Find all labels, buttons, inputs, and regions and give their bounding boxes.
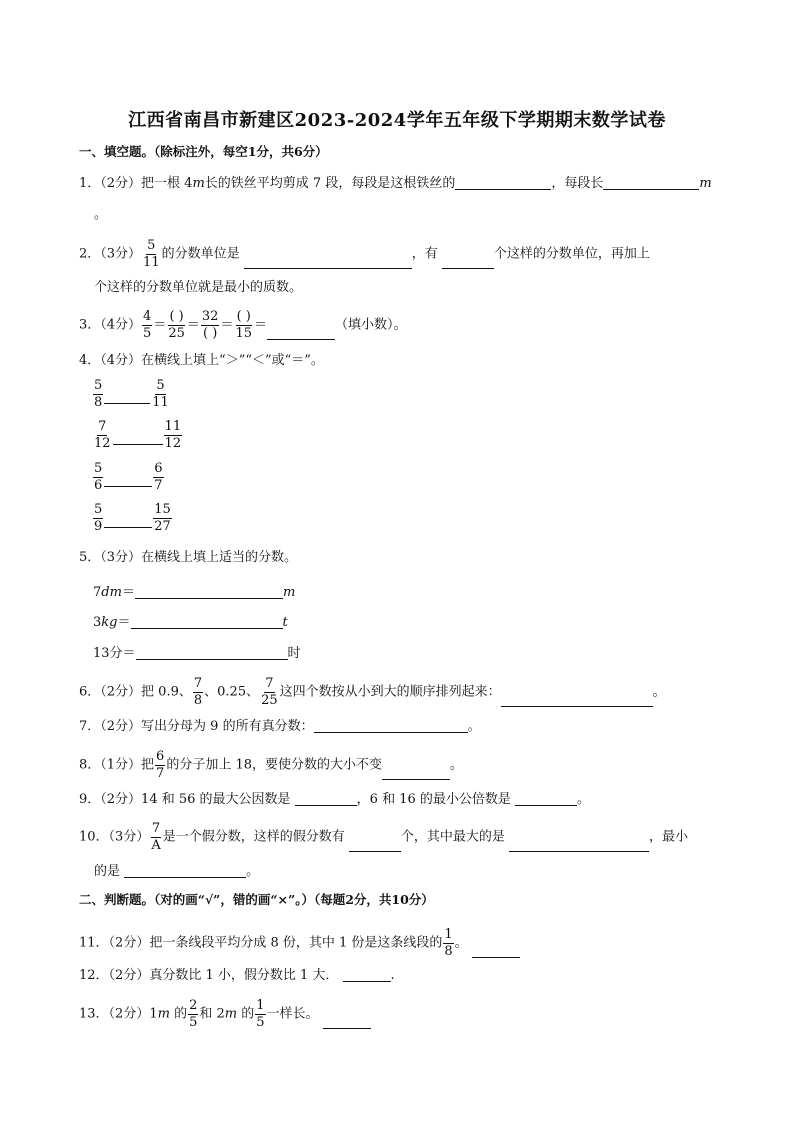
question-10: 10．（3分） $\frac{7}{A}$ 是一个假分数，这样的假分数有 个，其中最大的是 ，最小	[79, 821, 689, 853]
question-5-row-1: 7dm＝ m	[93, 585, 296, 600]
fraction: $\frac{1}{5}$	[256, 998, 265, 1030]
page-title: 江西省南昌市新建区2023-2024学年五年级下学期期末数学试卷	[128, 110, 666, 131]
answer-blank[interactable]	[136, 645, 288, 660]
fraction: $\frac{7}{25}$	[261, 676, 278, 708]
question-10-line2: 的是 。	[94, 864, 260, 879]
answer-blank[interactable]	[509, 837, 649, 852]
section-2-heading: 二、判断题。（对的画“√”，错的画“×”。）（每题2分，共10分）	[79, 892, 434, 907]
question-9: 9．（2分）14 和 56 的最大公因数是 ，6 和 16 的最小公倍数是 。	[79, 792, 591, 807]
answer-blank[interactable]	[295, 791, 357, 806]
question-4: 4．（4分）在横线上填上“＞”“＜”或“＝”。	[79, 353, 324, 368]
question-1-end: 。	[94, 207, 108, 222]
question-5-row-2: 3kg＝ t	[93, 615, 288, 630]
question-7: 7．（2分）写出分母为 9 的所有真分数： 。	[79, 719, 481, 734]
compare-pair: $\frac{5}{6}$ $\frac{6}{7}$	[94, 461, 163, 493]
answer-blank[interactable]	[442, 254, 494, 269]
answer-blank[interactable]	[135, 584, 283, 599]
question-2-line2: 个这样的分数单位就是最小的质数。	[94, 280, 303, 295]
fraction: $\frac{1}{8}$	[444, 927, 453, 959]
answer-blank[interactable]	[343, 967, 391, 982]
question-6: 6．（2分）把 0.9、 $\frac{7}{8}$ 、0.25、 $\frac{7}{25}$ 这四个数按从小到大的顺序排列起来： 。	[79, 676, 666, 708]
answer-blank[interactable]	[267, 325, 335, 340]
answer-blank[interactable]	[104, 468, 152, 487]
section-1-heading: 一、填空题。（除标注外，每空1分，共6分）	[79, 144, 328, 159]
answer-blank[interactable]	[104, 385, 150, 404]
answer-blank[interactable]	[501, 692, 653, 707]
fraction: $\frac{2}{5}$	[189, 998, 198, 1030]
answer-blank[interactable]	[603, 175, 699, 190]
fraction: $\frac{4}{5}$	[143, 309, 152, 341]
question-12: 12．（2分）真分数比 1 小，假分数比 1 大． .	[79, 968, 395, 983]
question-13: 13．（2分）1m 的 $\frac{2}{5}$ 和 2m 的 $\frac{1}{5}$ 一样长。	[79, 999, 371, 1029]
question-8: 8．（1分）把 $\frac{6}{7}$ 的分子加上 18，要使分数的大小不变 。	[79, 749, 464, 781]
answer-blank[interactable]	[244, 254, 412, 269]
fraction: $\frac{7}{A}$	[151, 821, 161, 853]
fraction: $\frac{32}{( )}$	[201, 309, 219, 341]
answer-blank[interactable]	[131, 614, 283, 629]
answer-blank[interactable]	[455, 175, 551, 190]
answer-blank[interactable]	[113, 426, 163, 445]
fraction: $\frac{6}{7}$	[156, 749, 165, 781]
fraction: $\frac{5}{11}$	[143, 238, 160, 270]
compare-pair: $\frac{7}{12}$ $\frac{11}{12}$	[94, 419, 182, 451]
question-3: 3．（4分） $\frac{4}{5}$ ＝ $\frac{( )}{25}$ ＝ $\frac{32}{( )}$ ＝ $\frac{( )}{15}$ ＝ （填小数）。	[79, 309, 407, 341]
answer-blank[interactable]	[349, 837, 401, 852]
question-11: 11．（2分）把一条线段平均分成 8 份，其中 1 份是这条线段的 $\frac{1}{8}$ 。	[79, 928, 520, 958]
answer-blank[interactable]	[323, 1014, 371, 1029]
compare-pair: $\frac{5}{8}$ $\frac{5}{11}$	[94, 378, 169, 410]
answer-blank[interactable]	[124, 863, 246, 878]
question-1: 1．（2分）把一根 4m长的铁丝平均剪成 7 段，每段是这根铁丝的 ，每段长 m	[79, 176, 712, 191]
answer-blank[interactable]	[104, 509, 152, 528]
fraction: $\frac{( )}{15}$	[235, 309, 253, 341]
fraction: $\frac{( )}{25}$	[168, 309, 185, 341]
question-5: 5．（3分）在横线上填上适当的分数。	[79, 550, 298, 565]
answer-blank[interactable]	[515, 791, 577, 806]
question-5-row-3: 13分＝ 时	[93, 646, 301, 661]
answer-blank[interactable]	[314, 718, 468, 733]
question-2: 2．（3分） $\frac{5}{11}$ 的分数单位是 ，有 个这样的分数单位，再加上	[79, 238, 650, 270]
answer-blank[interactable]	[472, 943, 520, 958]
fraction: $\frac{7}{8}$	[193, 676, 203, 708]
answer-blank[interactable]	[382, 765, 450, 780]
compare-pair: $\frac{5}{9}$ $\frac{15}{27}$	[94, 502, 171, 534]
